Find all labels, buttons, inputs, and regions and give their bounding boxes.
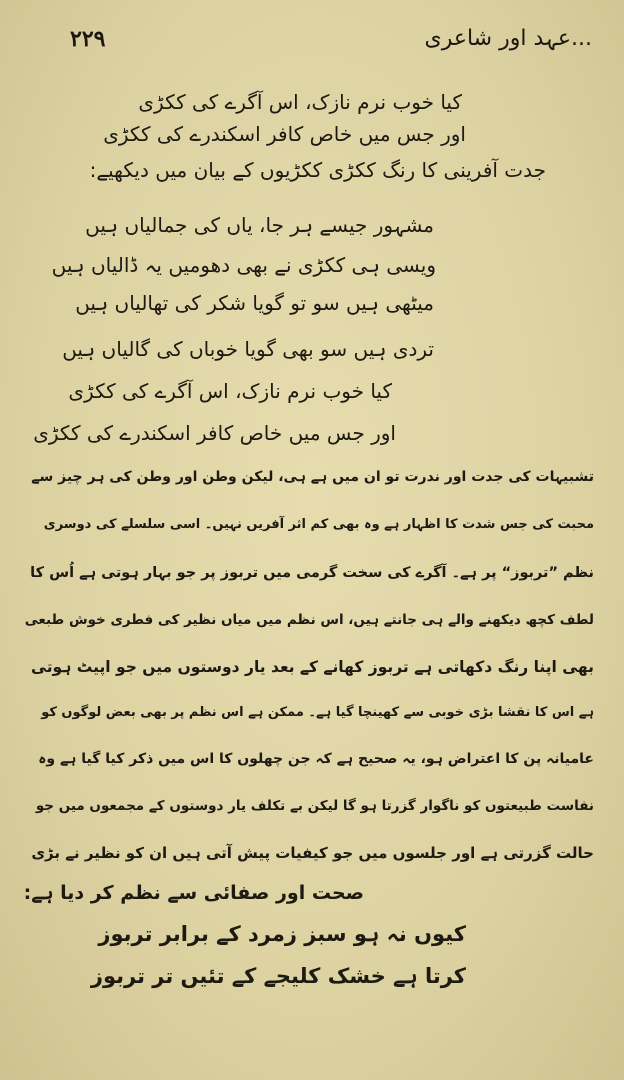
page-header [70, 26, 592, 62]
intro-line: جدت آفرینی کا رنگ ککڑی ککڑیوں کے بیان میں دیکھیے: [89, 158, 546, 182]
paragraph-line: محبت کی جس شدت کا اظہار ہے وہ بھی کم اثر آفریں نہیں۔ اسی سلسلے کی دوسری [43, 517, 594, 532]
paragraph-line: نفاست طبیعتوں کو ناگوار گزرتا ہو گا لیکن بے تکلف یار دوستوں کے مجمعوں میں جو [35, 798, 594, 814]
verse-line: اور جس میں خاص کافر اسکندرے کی ککڑی [103, 122, 466, 146]
verse-line: کیا خوب نرم نازک، اس آگرے کی ککڑی [138, 90, 462, 114]
paragraph-line: عامیانہ پن کا اعتراض ہو، یہ صحیح ہے کہ جن چھلوں کا اس میں ذکر کیا گیا ہے وہ [38, 751, 594, 767]
paragraph-line: لطف کچھ دیکھنے والے ہی جانتے ہیں، اس نظم میں میاں نظیر کی فطری خوش طبعی [24, 612, 594, 628]
paragraph-line: حالت گزرتی ہے اور جلسوں میں جو کیفیات پیش آتی ہیں ان کو نظیر نے بڑی [31, 844, 594, 862]
verse-line: میٹھی ہیں سو تو گویا شکر کی تھالیاں ہیں [75, 291, 434, 315]
paragraph-line: نظم ”تربوز“ پر ہے۔ آگرے کی سخت گرمی میں تربوز پر جو بہار ہوتی ہے اُس کا [30, 565, 594, 581]
verse-line: کیا خوب نرم نازک، اس آگرے کی ککڑی [68, 379, 392, 403]
verse-line: مشہور جیسے ہر جا، یاں کی جمالیاں ہیں [85, 213, 434, 237]
running-title: ...عہد اور شاعری [424, 26, 592, 51]
verse-line: کرتا ہے خشک کلیجے کے تئیں تر تربوز [90, 964, 466, 988]
paragraph-line: صحت اور صفائی سے نظم کر دیا ہے: [23, 882, 364, 904]
paragraph-line: بھی اپنا رنگ دکھاتی ہے تربوز کھانے کے بعد یار دوستوں میں جو اپیٹ ہوتی [31, 658, 594, 676]
verse-line: تردی ہیں سو بھی گویا خوباں کی گالیاں ہیں [62, 337, 434, 361]
verse-line: کیوں نہ ہو سبز زمرد کے برابر تربوز [98, 922, 466, 946]
verse-line: ویسی ہی ککڑی نے بھی دھومیں یہ ڈالیاں ہیں [51, 253, 436, 277]
page-number: ۲۲۹ [70, 26, 106, 52]
paragraph-line: تشبیہات کی جدت اور ندرت تو ان میں ہے ہی، لیکن وطن اور وطن کی ہر چیز سے [31, 469, 594, 485]
paragraph-line: ہے اس کا نقشا بڑی خوبی سے کھینچا گیا ہے۔ ممکن ہے اس نظم پر بھی بعض لوگوں کو [41, 705, 594, 720]
verse-line: اور جس میں خاص کافر اسکندرے کی ککڑی [33, 421, 396, 445]
